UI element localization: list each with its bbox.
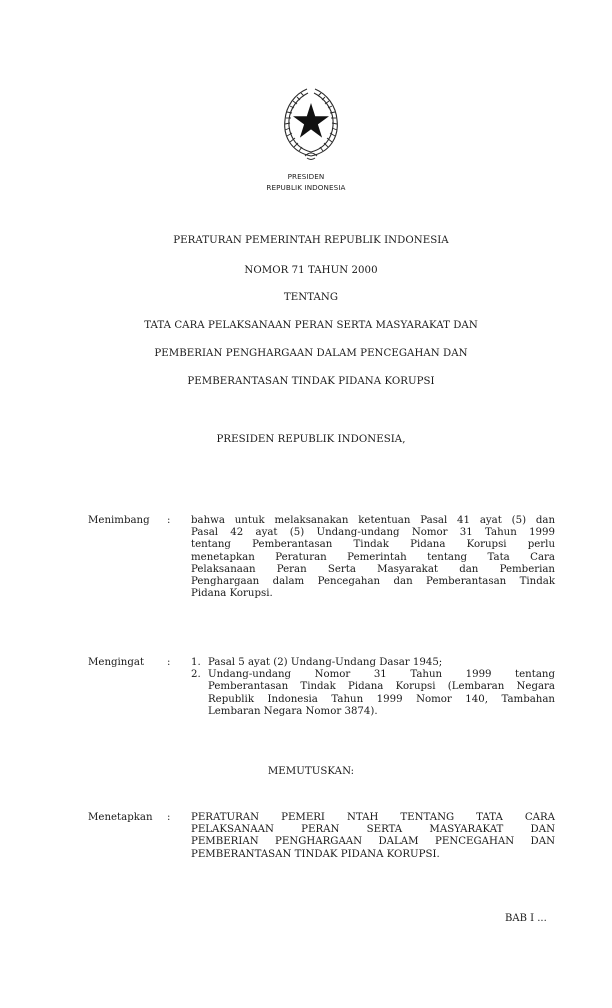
body-line: PEMBERIAN PENGHARGAAN DALAM PENCEGAHAN DAN [191,836,555,848]
regulation-title: PERATURAN PEMERINTAH REPUBLIK INDONESIA [173,235,449,246]
section-colon: : [167,515,171,526]
regulation-subject-line-1: TATA CARA PELAKSANAAN PERAN SERTA MASYARAKAT DAN [144,320,478,331]
body-line: Pasal 42 ayat (5) Undang-undang Nomor 31 Tahun 1999 [191,527,555,539]
section-body [191,657,555,718]
body-line: Pelaksanaan Peran Serta Masyarakat dan Pemberian [191,563,555,575]
garuda-star-wreath-emblem-icon [281,86,341,162]
section-colon: : [167,812,171,823]
body-line: menetapkan Peraturan Pemerintah tentang Tata Cara [191,551,555,563]
emblem-caption-presiden: PRESIDEN [287,172,325,181]
next-page-indicator: BAB I ... [505,913,547,924]
regulation-number: NOMOR 71 TAHUN 2000 [244,265,378,276]
section-label: Mengingat [88,657,145,668]
list-number: 1. [191,657,201,668]
body-line: Pemberantasan Tindak Pidana Korupsi (Lembaran Negara [208,681,555,693]
section-label: Menimbang [88,515,150,526]
emblem-caption-republik: REPUBLIK INDONESIA [266,183,346,192]
body-line: PELAKSANAAN PERAN SERTA MASYARAKAT DAN [191,824,555,836]
body-line: tentang Pemberantasan Tindak Pidana Korupsi perlu [191,539,555,551]
regulation-about: TENTANG [283,292,339,303]
body-line: PEMBERANTASAN TINDAK PIDANA KORUPSI. [191,848,440,860]
section-colon: : [167,657,171,668]
body-line: bahwa untuk melaksanakan ketentuan Pasal 41 ayat (5) dan [191,515,555,526]
body-line: Republik Indonesia Tahun 1999 Nomor 140, Tambahan [208,693,555,705]
body-line: Undang-undang Nomor 31 Tahun 1999 tentang [208,669,555,681]
section-body [191,812,555,861]
body-line: PERATURAN PEMERI NTAH TENTANG TATA CARA [191,812,555,823]
regulation-subject-line-3: PEMBERANTASAN TINDAK PIDANA KORUPSI [187,376,435,387]
regulation-subject-line-2: PEMBERIAN PENGHARGAAN DALAM PENCEGAHAN DAN [154,348,468,359]
section-body [191,515,555,600]
body-line: Penghargaan dalam Pencegahan dan Pemberantasan Tindak [191,576,555,588]
memutuskan-heading: MEMUTUSKAN: [267,766,355,777]
list-item [191,669,555,718]
body-line: Pasal 5 ayat (2) Undang-Undang Dasar 1945; [208,657,443,668]
list-item [191,657,555,669]
list-number: 2. [191,669,201,681]
section-label: Menetapkan [88,812,153,823]
body-line: Lembaran Negara Nomor 3874). [208,705,378,717]
body-line: Pidana Korupsi. [191,588,273,600]
preamble-heading: PRESIDEN REPUBLIK INDONESIA, [216,434,406,445]
